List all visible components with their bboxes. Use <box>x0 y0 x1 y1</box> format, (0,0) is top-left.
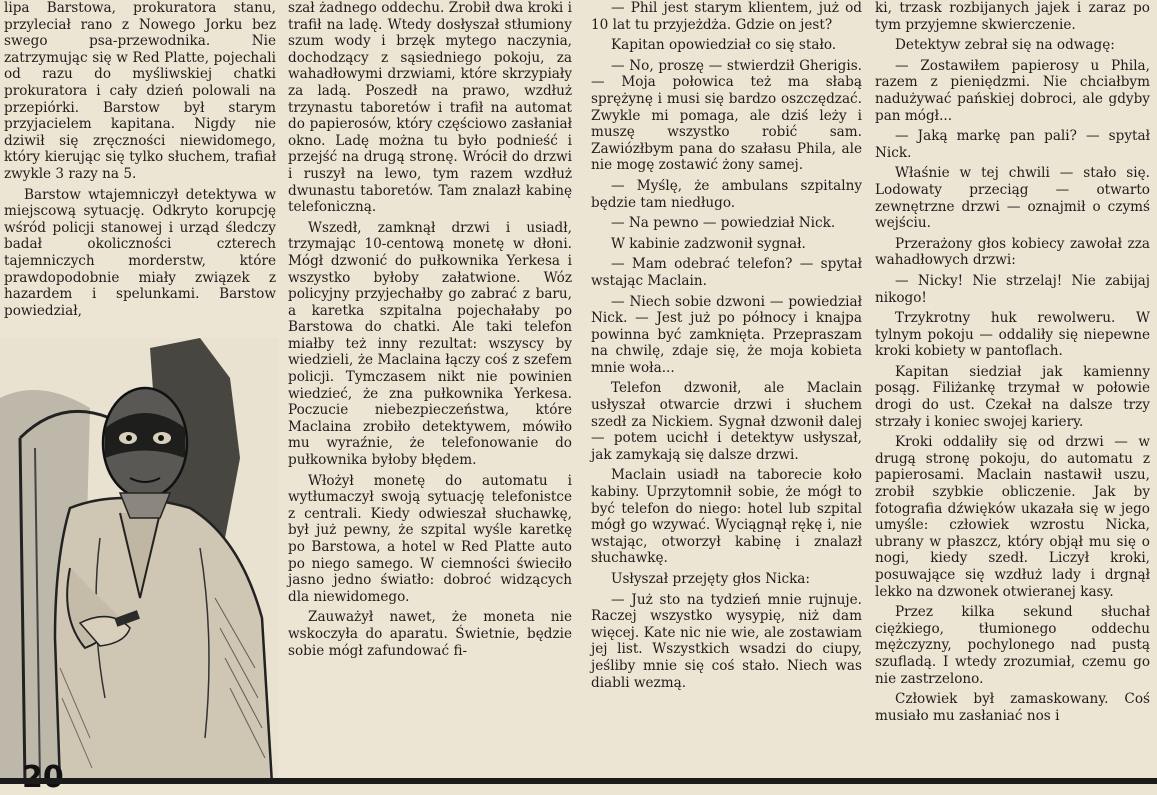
paragraph: — Nicky! Nie strzelaj! Nie zabijaj nikogo! <box>875 272 1150 306</box>
paragraph: — Na pewno — powiedział Nick. <box>611 215 836 232</box>
paragraph: lipa Barstowa, prokuratora stanu, przyleciał rano z Nowego Jorku bez swego psa-przewodnika. Nie zatrzymując się w Red Platte, pojechali od razu do myśliwskiej chatki prokuratora i cały dzień polowali na przepiórki. Barstow był starym przyjacielem kapitana. Nigdy nie dziwił się zręczności niewidomego, który kierując się tylko słuchem, trafiał zwykle 3 razy na 5. <box>4 0 276 182</box>
paragraph: Detektyw zebrał się na odwagę: <box>895 37 1115 54</box>
paragraph: W kabinie zadzwonił sygnał. <box>611 235 806 252</box>
paragraph: Człowiek był zamaskowany. Coś musiało mu zasłaniać nos i <box>875 691 1150 724</box>
text-column-2 <box>288 0 572 663</box>
masked-man-illustration <box>0 338 278 784</box>
bottom-border <box>0 778 1157 784</box>
paragraph: szał żadnego oddechu. Zrobił dwa kroki i trafił na ladę. Wtedy dosłyszał stłumiony szum wody i brzęk mytego naczynia, dochodzący z sąsiedniego pokoju, za wahadłowymi drzwiami, które skrzypiały za ladą. Poszedł na prawo, wzdłuż trzynastu taboretów i trafił na automat do papierosów, który częściowo zasłaniał okno. Ladę można tu było podnieść i przejść na drugą stronę. Wrócił do drzwi i ruszył na lewo, tym razem wzdłuż dwunastu taboretów. Tam znalazł kabinę telefoniczną. <box>288 0 572 216</box>
text-column-4 <box>875 0 1150 728</box>
paragraph: — Już sto na tydzień mnie rujnuje. Raczej wszystko wysypię, niż dam więcej. Kate nic nie wie, ale zostawiam jej list. Wszystkich wsadzi do ciupy, jeśliby mnie się coś stało. Niech was diabli wezmą. <box>591 591 862 691</box>
paragraph: Usłyszał przejęty głos Nicka: <box>611 571 810 587</box>
paragraph: — Jaką markę pan pali? — spytał Nick. <box>875 128 1150 161</box>
paragraph: Zauważył nawet, że moneta nie wskoczyła do aparatu. Świetnie, będzie sobie mógł zafundować fi- <box>288 609 572 659</box>
paragraph: — Myślę, że ambulans szpitalny będzie tam niedługo. <box>591 177 862 211</box>
paragraph: Włożył monetę do automatu i wytłumaczył swoją sytuację telefonistce z centrali. Kiedy odwieszał słuchawkę, był już pewny, że szpital wyśle karetkę po Barstowa, a hotel w Red Platte auto po niego samego. W ciemności świeciło jasno jedno światło: dobroć widzących dla niewidomego. <box>288 472 572 605</box>
paragraph: — Phil jest starym klientem, już od 10 lat tu przyjeżdża. Gdzie on jest? <box>591 0 862 33</box>
paragraph: Przerażony głos kobiecy zawołał zza wahadłowych drzwi: <box>875 235 1150 269</box>
paragraph: Barstow wtajemniczył detektywa w miejscową sytuację. Odkryto korupcję wśród policji stanowej i urząd śledczy badał okoliczności czterech tajemniczych morderstw, które prawdopodobnie miały związek z hazardem i spelunkami. Barstow powiedział, <box>4 186 276 319</box>
paragraph: Kapitan opowiedział co się stało. <box>611 37 837 54</box>
paragraph: ki, trzask rozbijanych jajek i zaraz po tym przyjemne skwierczenie. <box>875 0 1150 33</box>
paragraph: Kroki oddaliły się od drzwi — w drugą stronę pokoju, do automatu z papierosami. Maclain nastawił uszu, zrobił szybkie obliczenie. Jak by fotografia dźwięków ukazała się w jego umyśle: człowiek wzrostu Nicka, ubrany w płaszcz, który objął mu się o nogi, kiedy szedł. Liczył kroki, posuwające się wzdłuż lady i drgnął lekko na dzwonek otwieranej kasy. <box>875 434 1150 600</box>
paragraph: — Mam odebrać telefon? — spytał wstając Maclain. <box>591 256 862 289</box>
paragraph: Przez kilka sekund słuchał ciężkiego, tłumionego oddechu mężczyzny, pochylonego nad pustą szufladą. I wtedy zrozumiał, czemu go nie zastrzelono. <box>875 604 1150 687</box>
text-column-1 <box>4 0 276 323</box>
paragraph: Maclain usiadł na taborecie koło kabiny. Uprzytomnił sobie, że mógł to być telefon do niego: hotel lub szpital mógł go wzywać. Wyciągnął rękę i, nie wstając, otworzył kabinę i znalazł słuchawkę. <box>591 467 862 567</box>
paragraph: — Niech sobie dzwoni — powiedział Nick. — Jest już po północy i knajpa powinna być zamknięta. Przepraszam na chwilę, zdaje się, że moja kobieta mnie woła... <box>591 293 862 376</box>
paragraph: Właśnie w tej chwili — stało się. Lodowaty przeciąg — otwarto zewnętrzne drzwi — oznajmił o czymś wejściu. <box>875 165 1150 232</box>
paragraph: Trzykrotny huk rewolweru. W tylnym pokoju — oddaliły się niepewne kroki kobiety w pantoflach. <box>875 310 1150 360</box>
paragraph: — Zostawiłem papierosy u Phila, razem z pieniędzmi. Nie chciałbym nadużywać pańskiej dobroci, ale gdyby pan mógł... <box>875 57 1150 124</box>
paragraph: — No, proszę — stwierdził Gherigis. — Moja połowica też ma słabą sprężynę i musi się bardzo oszczędzać. Zwykle mi pomaga, ale dziś leży i muszę wszystko robić sam. Zawiózłbym pana do szałasu Phila, ale nie mogę zostawić żony samej. <box>591 57 862 174</box>
paragraph: Telefon dzwonił, ale Maclain usłyszał otwarcie drzwi i słuchem szedł za Nickiem. Sygnał dzwonił dalej — potem ucichł i detektyw usłyszał, jak zamykają się dalsze drzwi. <box>591 380 862 463</box>
paragraph: Wszedł, zamknął drzwi i usiadł, trzymając 10-centową monetę w dłoni. Mógł dzwonić do pułkownika Yerkesa i wszystko byłoby załatwione. Wóz policyjny przyjechałby go zabrać z baru, a karetka szpitalna pojechałaby po Barstowa do chatki. Ale taki telefon miałby też inny rezultat: wszyscy by wiedzieli, że Maclaina łączy coś z szefem policji. Tymczasem nikt nie powinien wiedzieć, że zna pułkownika Yerkesa. Poczucie niebezpieczeństwa, które Maclaina zrobiło detektywem, mówiło mu wyraźnie, że telefonowanie do pułkownika byłoby błędem. <box>288 219 572 469</box>
text-column-3 <box>591 0 862 695</box>
paragraph: Kapitan siedział jak kamienny posąg. Filiżankę trzymał w połowie drogi do ust. Czekał na dalsze trzy strzały i koniec swojej kariery. <box>875 363 1150 430</box>
